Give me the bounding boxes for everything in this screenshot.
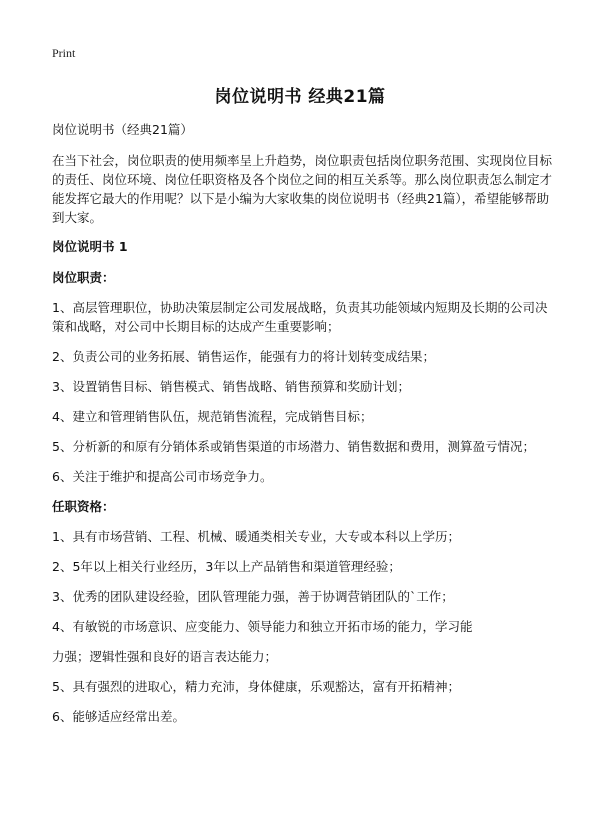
qualification-item: 5、具有强烈的进取心，精力充沛，身体健康，乐观豁达，富有开拓精神； [52, 679, 460, 694]
duty-item: 6、关注于维护和提高公司市场竞争力。 [52, 469, 273, 484]
print-label: Print [52, 46, 76, 60]
section-title: 岗位说明书 1 [52, 239, 128, 254]
qualification-item: 1、具有市场营销、工程、机械、暖通类相关专业，大专或本科以上学历； [52, 529, 460, 544]
qualification-item: 6、能够适应经常出差。 [52, 709, 185, 724]
qualifications-heading: 任职资格： [52, 499, 115, 514]
duty-item: 5、分析新的和原有分销体系或销售渠道的市场潜力、销售数据和费用，测算盈亏情况； [52, 439, 535, 454]
intro-paragraph: 在当下社会，岗位职责的使用频率呈上升趋势，岗位职责包括岗位职务范围、实现岗位目标的责任、岗位环境、岗位任职资格及各个岗位之间的相互关系等。那么岗位职责怎么制定才能发挥它最大的作用呢？以下是小编为大家收集的岗位说明书（经典21篇），希望能够帮助到大家。 [52, 153, 553, 225]
document-body [52, 120, 552, 737]
duties-heading: 岗位职责： [52, 270, 115, 285]
qualification-item: 力强；逻辑性强和良好的语言表达能力； [52, 649, 278, 664]
duty-item: 3、设置销售目标、销售模式、销售战略、销售预算和奖励计划； [52, 379, 410, 394]
document-title: 岗位说明书 经典21篇 [214, 87, 386, 107]
qualification-item: 4、有敏锐的市场意识、应变能力、领导能力和独立开拓市场的能力，学习能 [52, 619, 473, 634]
document-subtitle: 岗位说明书（经典21篇） [52, 122, 193, 137]
duty-item: 2、负责公司的业务拓展、销售运作，能强有力的将计划转变成结果； [52, 349, 435, 364]
duty-item: 1、高层管理职位，协助决策层制定公司发展战略，负责其功能领域内短期及长期的公司决策和战略，对公司中长期目标的达成产生重要影响； [52, 300, 548, 334]
duty-item: 4、建立和管理销售队伍，规范销售流程，完成销售目标； [52, 409, 373, 424]
qualification-item: 3、优秀的团队建设经验，团队管理能力强，善于协调营销团队的`工作； [52, 589, 454, 604]
qualification-item: 2、5年以上相关行业经历，3年以上产品销售和渠道管理经验； [52, 559, 401, 574]
